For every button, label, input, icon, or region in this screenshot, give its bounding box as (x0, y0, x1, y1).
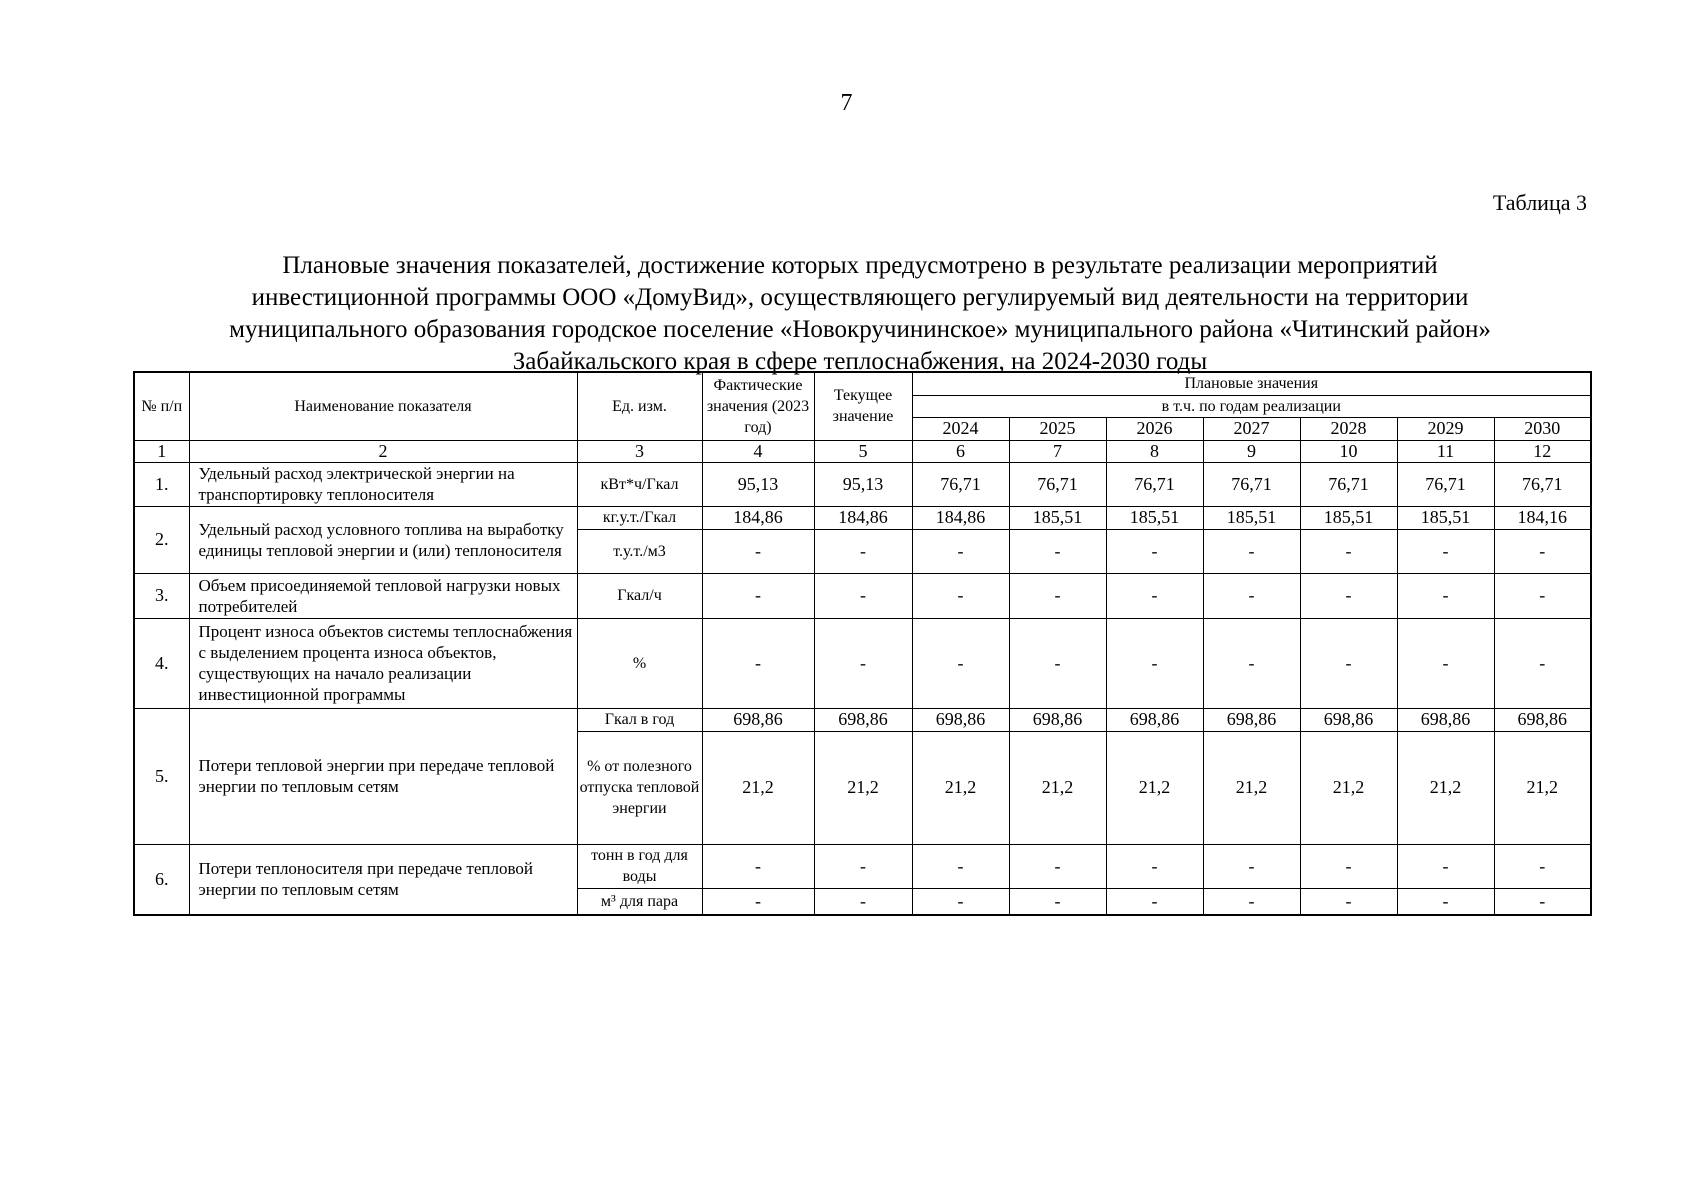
value-cell: 76,71 (1106, 462, 1203, 506)
value-cell: 185,51 (1397, 506, 1494, 529)
value-cell: - (1300, 529, 1397, 573)
column-number: 10 (1300, 440, 1397, 462)
header-year: 2026 (1106, 417, 1203, 440)
header-planned: Плановые значения (912, 372, 1591, 395)
value-cell: - (912, 618, 1009, 708)
unit-cell: тонн в год для воды (577, 844, 702, 888)
indicators-table (133, 371, 1592, 916)
row-number: 5. (134, 708, 189, 844)
value-cell: - (1397, 573, 1494, 618)
header-num: № п/п (134, 372, 189, 440)
table-row (134, 708, 1591, 731)
unit-cell: Гкал/ч (577, 573, 702, 618)
value-cell: 76,71 (1494, 462, 1591, 506)
value-cell: - (912, 844, 1009, 888)
value-cell: - (1300, 844, 1397, 888)
table-row (134, 462, 1591, 506)
header-by-years: в т.ч. по годам реализации (912, 395, 1591, 417)
table-row (134, 618, 1591, 708)
document-title (140, 250, 1580, 378)
value-cell: 21,2 (1397, 731, 1494, 844)
value-cell: - (1494, 844, 1591, 888)
unit-cell: кг.у.т./Гкал (577, 506, 702, 529)
value-cell: - (814, 573, 912, 618)
value-cell: - (1203, 573, 1300, 618)
value-cell: 698,86 (1494, 708, 1591, 731)
value-cell: - (1106, 618, 1203, 708)
value-cell: - (1397, 888, 1494, 915)
header-name: Наименование показателя (189, 372, 577, 440)
column-number: 11 (1397, 440, 1494, 462)
value-cell: - (1397, 618, 1494, 708)
value-cell: 21,2 (1106, 731, 1203, 844)
value-cell: - (702, 888, 814, 915)
value-cell: 76,71 (1009, 462, 1106, 506)
value-cell: 185,51 (1009, 506, 1106, 529)
value-cell: 698,86 (1397, 708, 1494, 731)
table-row (134, 844, 1591, 888)
row-number: 6. (134, 844, 189, 915)
column-number: 3 (577, 440, 702, 462)
header-actual: Фактические значения (2023 год) (702, 372, 814, 440)
value-cell: 76,71 (1397, 462, 1494, 506)
page-number: 7 (840, 90, 853, 116)
value-cell: - (1009, 618, 1106, 708)
title-line: Забайкальского края в сфере теплоснабжения, на 2024-2030 годы (512, 348, 1208, 375)
indicator-name: Объем присоединяемой тепловой нагрузки новых потребителей (189, 573, 577, 618)
value-cell: 21,2 (1009, 731, 1106, 844)
column-number: 5 (814, 440, 912, 462)
value-cell: 76,71 (1203, 462, 1300, 506)
indicator-name: Удельный расход электрической энергии на транспортировку теплоносителя (189, 462, 577, 506)
value-cell: - (1106, 888, 1203, 915)
indicator-name: Удельный расход условного топлива на выработку единицы тепловой энергии и (или) теплоносителя (189, 506, 577, 573)
header-year: 2025 (1009, 417, 1106, 440)
column-number: 4 (702, 440, 814, 462)
column-number: 6 (912, 440, 1009, 462)
value-cell: - (912, 888, 1009, 915)
value-cell: 185,51 (1203, 506, 1300, 529)
value-cell: - (814, 888, 912, 915)
value-cell: 184,86 (912, 506, 1009, 529)
unit-cell: % (577, 618, 702, 708)
value-cell: 21,2 (814, 731, 912, 844)
column-number: 7 (1009, 440, 1106, 462)
value-cell: - (702, 529, 814, 573)
value-cell: - (1106, 573, 1203, 618)
column-number: 12 (1494, 440, 1591, 462)
unit-cell: Гкал в год (577, 708, 702, 731)
value-cell: 21,2 (1494, 731, 1591, 844)
value-cell: - (1494, 888, 1591, 915)
value-cell: 698,86 (1300, 708, 1397, 731)
row-number: 4. (134, 618, 189, 708)
title-line: Плановые значения показателей, достижение которых предусмотрено в результате реализации мероприятий (282, 252, 1438, 279)
value-cell: - (1397, 529, 1494, 573)
value-cell: 95,13 (814, 462, 912, 506)
value-cell: 21,2 (702, 731, 814, 844)
header-current: Текущее значение (814, 372, 912, 440)
value-cell: - (814, 618, 912, 708)
value-cell: 185,51 (1106, 506, 1203, 529)
unit-cell: % от полезного отпуска тепловой энергии (577, 731, 702, 844)
header-year: 2028 (1300, 417, 1397, 440)
value-cell: 698,86 (1009, 708, 1106, 731)
row-number: 3. (134, 573, 189, 618)
value-cell: 698,86 (912, 708, 1009, 731)
value-cell: 184,16 (1494, 506, 1591, 529)
value-cell: 21,2 (1203, 731, 1300, 844)
value-cell: 698,86 (1203, 708, 1300, 731)
header-year: 2027 (1203, 417, 1300, 440)
header-year: 2030 (1494, 417, 1591, 440)
unit-cell: т.у.т./м3 (577, 529, 702, 573)
value-cell: - (1203, 888, 1300, 915)
value-cell: - (1300, 618, 1397, 708)
value-cell: - (1203, 529, 1300, 573)
column-number: 8 (1106, 440, 1203, 462)
value-cell: - (1106, 529, 1203, 573)
title-line: инвестиционной программы ООО «ДомуВид», осуществляющего регулируемый вид деятельности на территории (251, 284, 1469, 311)
value-cell: 76,71 (912, 462, 1009, 506)
value-cell: 698,86 (814, 708, 912, 731)
indicator-name: Потери тепловой энергии при передаче тепловой энергии по тепловым сетям (189, 708, 577, 844)
indicator-name: Потери теплоносителя при передаче тепловой энергии по тепловым сетям (189, 844, 577, 915)
value-cell: - (1009, 844, 1106, 888)
header-year: 2024 (912, 417, 1009, 440)
value-cell: - (1494, 529, 1591, 573)
row-number: 2. (134, 506, 189, 573)
value-cell: - (702, 844, 814, 888)
value-cell: 76,71 (1300, 462, 1397, 506)
value-cell: - (912, 573, 1009, 618)
value-cell: - (1203, 618, 1300, 708)
value-cell: 184,86 (702, 506, 814, 529)
value-cell: 185,51 (1300, 506, 1397, 529)
value-cell: - (1009, 888, 1106, 915)
value-cell: - (1494, 618, 1591, 708)
column-number: 9 (1203, 440, 1300, 462)
value-cell: - (912, 529, 1009, 573)
header-year: 2029 (1397, 417, 1494, 440)
value-cell: 21,2 (1300, 731, 1397, 844)
table-body (134, 462, 1591, 915)
value-cell: 698,86 (1106, 708, 1203, 731)
value-cell: - (1300, 888, 1397, 915)
value-cell: - (1397, 844, 1494, 888)
column-number: 1 (134, 440, 189, 462)
title-line: муниципального образования городское поселение «Новокручининское» муниципального района «Читинский район» (229, 316, 1491, 343)
value-cell: - (1300, 573, 1397, 618)
table-row (134, 573, 1591, 618)
value-cell: - (1106, 844, 1203, 888)
unit-cell: м³ для пара (577, 888, 702, 915)
value-cell: 184,86 (814, 506, 912, 529)
table-label: Таблица 3 (1492, 190, 1587, 215)
value-cell: - (1494, 573, 1591, 618)
table-row (134, 506, 1591, 529)
row-number: 1. (134, 462, 189, 506)
unit-cell: кВт*ч/Гкал (577, 462, 702, 506)
value-cell: 21,2 (912, 731, 1009, 844)
indicator-name: Процент износа объектов системы теплоснабжения с выделением процента износа объектов, существующих на начало реализации инвестиционной программы (189, 618, 577, 708)
column-numbers-row (134, 440, 1591, 462)
value-cell: - (702, 573, 814, 618)
value-cell: - (702, 618, 814, 708)
value-cell: - (814, 529, 912, 573)
value-cell: 698,86 (702, 708, 814, 731)
value-cell: 95,13 (702, 462, 814, 506)
value-cell: - (1203, 844, 1300, 888)
header-unit: Ед. изм. (577, 372, 702, 440)
value-cell: - (814, 844, 912, 888)
column-number: 2 (189, 440, 577, 462)
value-cell: - (1009, 529, 1106, 573)
table-header (134, 372, 1591, 462)
value-cell: - (1009, 573, 1106, 618)
